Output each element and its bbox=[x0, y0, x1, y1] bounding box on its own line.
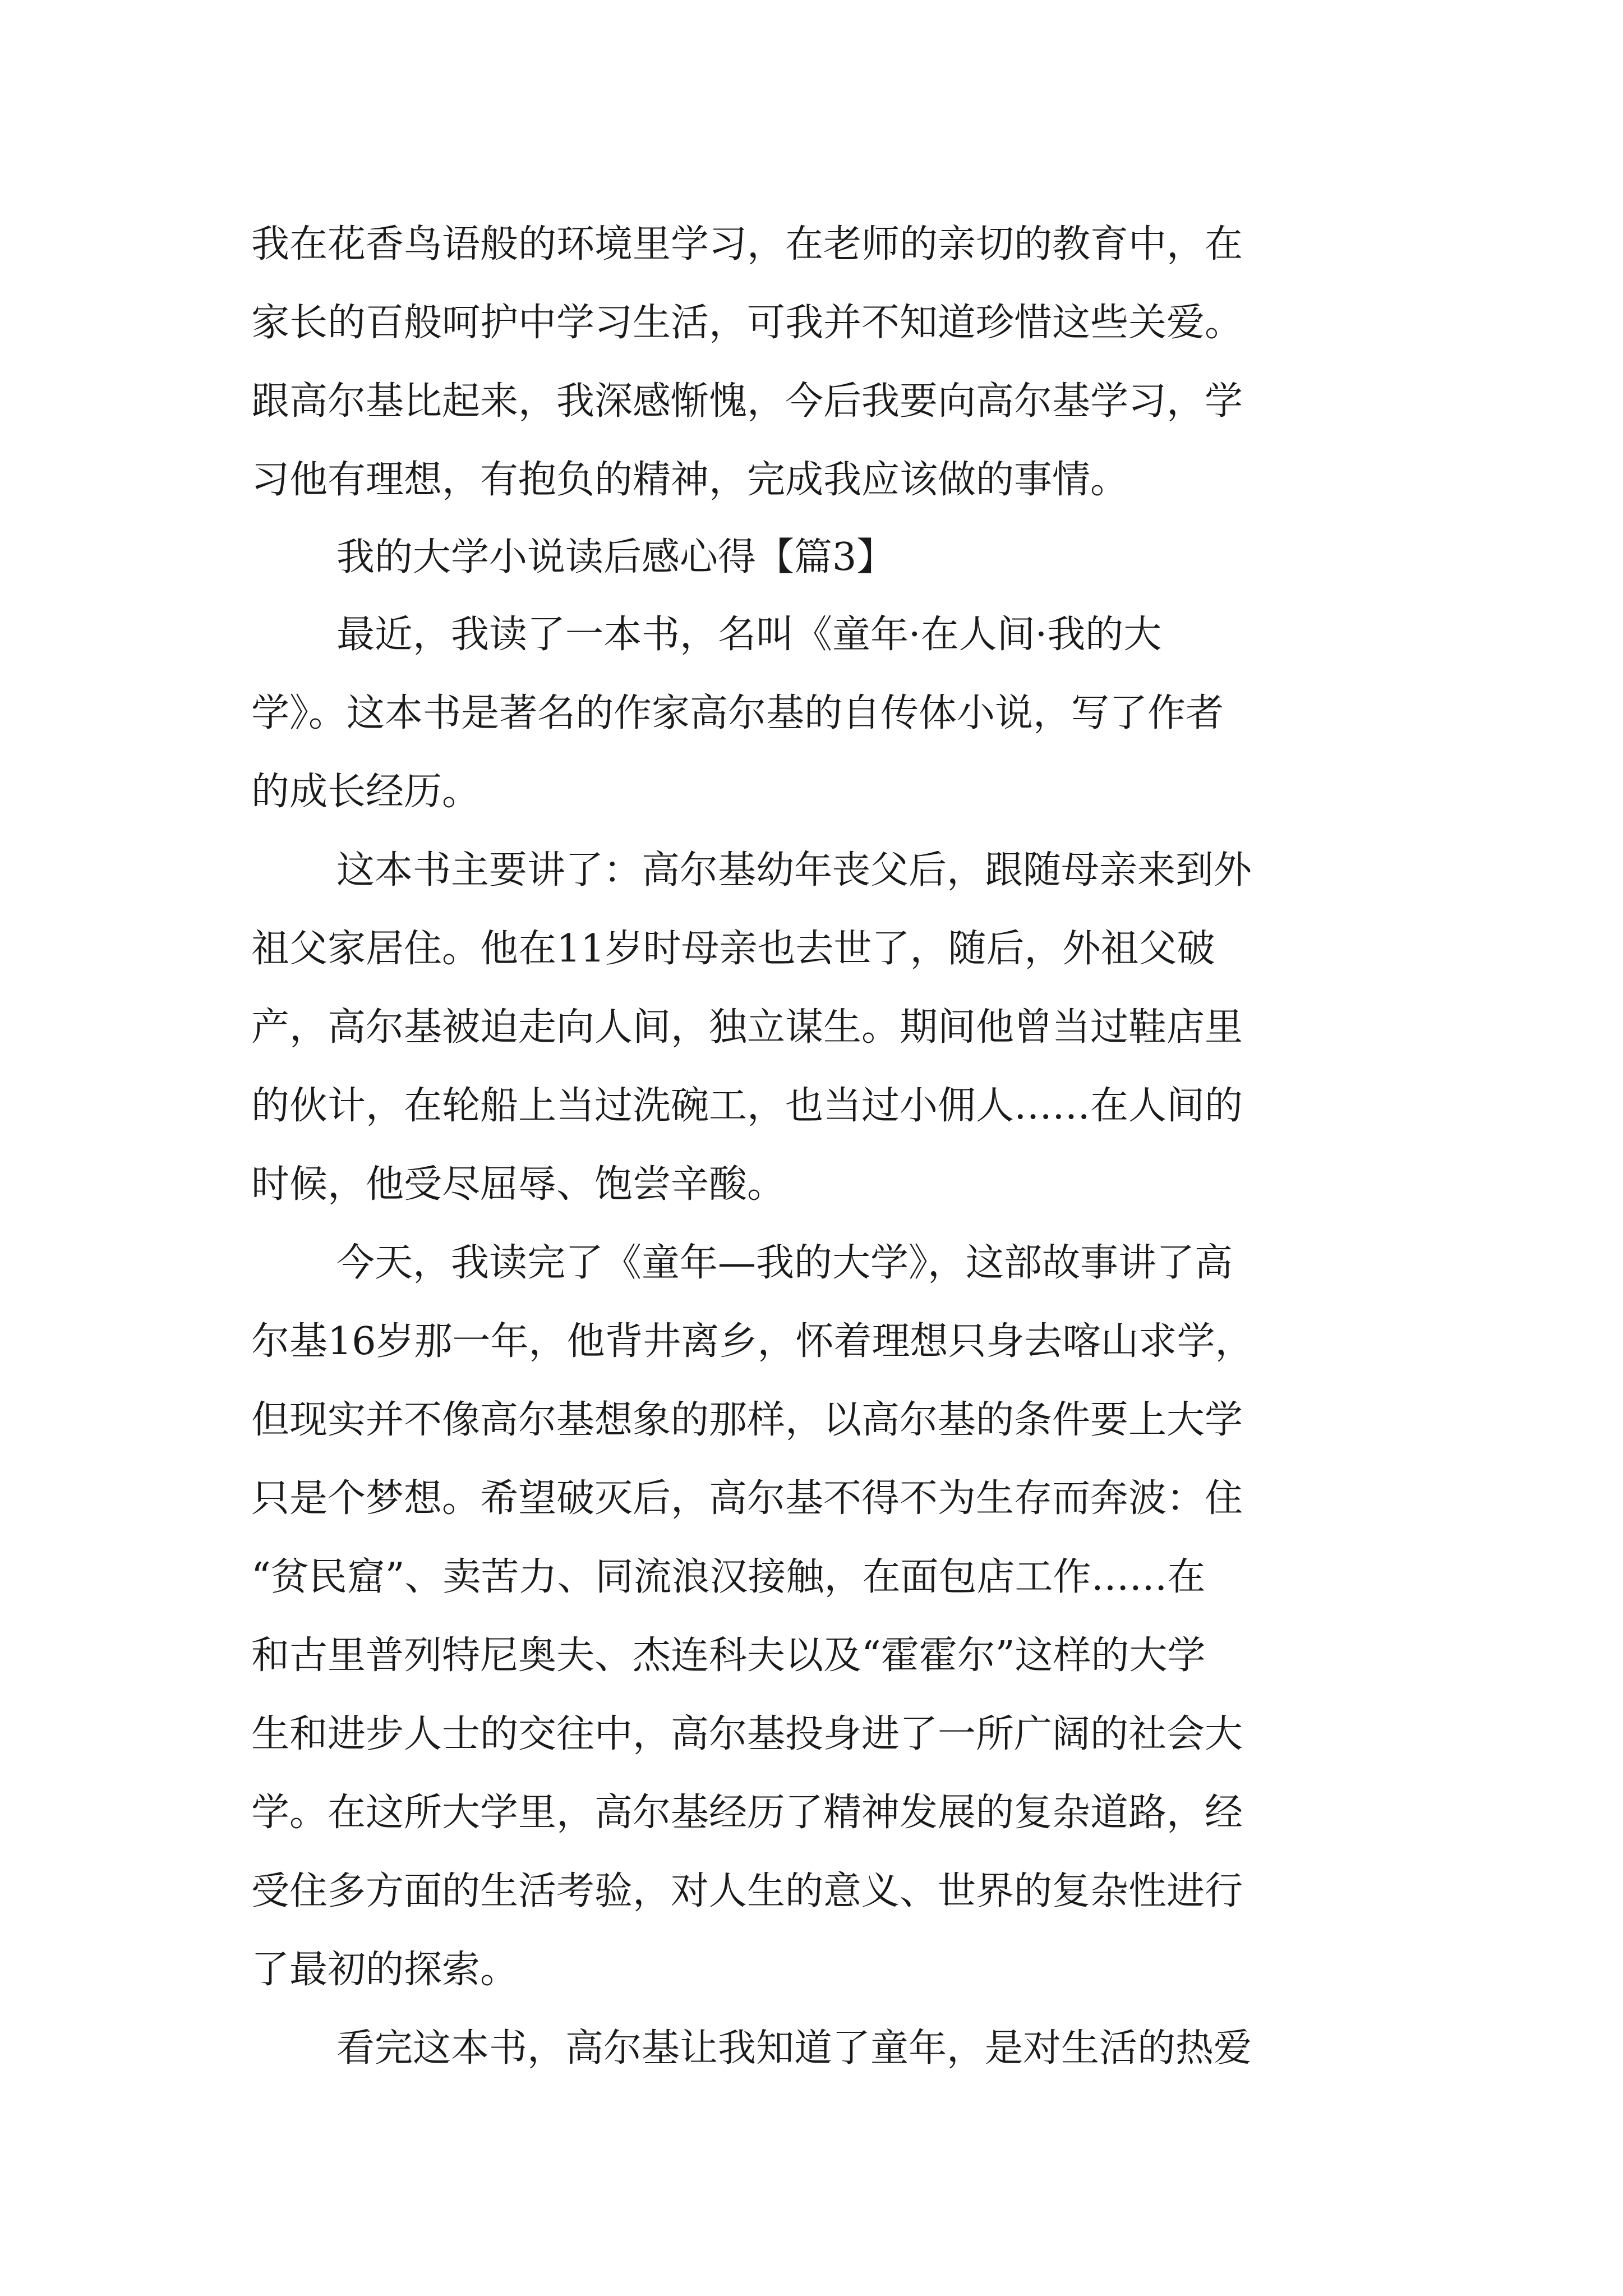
text-line-12: 的伙计，在轮船上当过洗碗工，也当过小佣人……在人间的 bbox=[251, 1084, 1243, 1128]
text-line-19: 和古里普列特尼奥夫、杰连科夫以及“霍霍尔”这样的大学 bbox=[251, 1634, 1206, 1678]
text-line-2: 家长的百般呵护中学习生活，可我并不知道珍惜这些关爱。 bbox=[251, 301, 1243, 345]
text-line-16: 但现实并不像高尔基想象的那样，以高尔基的条件要上大学 bbox=[251, 1398, 1243, 1442]
text-line-21: 学。在这所大学里，高尔基经历了精神发展的复杂道路，经 bbox=[251, 1791, 1243, 1835]
text-line-22: 受住多方面的生活考验，对人生的意义、世界的复杂性进行 bbox=[251, 1869, 1243, 1913]
text-line-10: 祖父家居住。他在11岁时母亲也去世了，随后，外祖父破 bbox=[251, 927, 1215, 971]
text-line-9: 这本书主要讲了：高尔基幼年丧父后，跟随母亲来到外 bbox=[336, 848, 1252, 892]
text-line-3: 跟高尔基比起来，我深感惭愧，今后我要向高尔基学习，学 bbox=[251, 379, 1243, 424]
text-line-18: “贫民窟”、卖苦力、同流浪汉接触，在面包店工作……在 bbox=[251, 1555, 1206, 1599]
text-line-8: 的成长经历。 bbox=[251, 770, 481, 814]
text-line-11: 产，高尔基被迫走向人间，独立谋生。期间他曾当过鞋店里 bbox=[251, 1005, 1243, 1050]
text-line-17: 只是个梦想。希望破灭后，高尔基不得不为生存而奔波：住 bbox=[251, 1476, 1243, 1521]
text-line-24: 看完这本书，高尔基让我知道了童年，是对生活的热爱 bbox=[336, 2026, 1252, 2070]
section-heading: 我的大学小说读后感心得【篇3】 bbox=[336, 535, 895, 579]
text-line-20: 生和进步人士的交往中，高尔基投身进了一所广阔的社会大 bbox=[251, 1712, 1243, 1756]
text-line-1: 我在花香鸟语般的环境里学习，在老师的亲切的教育中，在 bbox=[251, 222, 1243, 266]
text-line-13: 时候，他受尽屈辱、饱尝辛酸。 bbox=[251, 1162, 786, 1207]
text-line-6: 最近，我读了一本书，名叫《童年·在人间·我的大 bbox=[336, 613, 1162, 657]
text-line-15: 尔基16岁那一年，他背井离乡，怀着理想只身去喀山求学， bbox=[251, 1319, 1253, 1364]
text-line-23: 了最初的探索。 bbox=[251, 1948, 519, 1992]
text-line-7: 学》。这本书是著名的作家高尔基的自传体小说，写了作者 bbox=[251, 691, 1224, 735]
text-line-14: 今天，我读完了《童年—我的大学》，这部故事讲了高 bbox=[336, 1241, 1233, 1285]
text-line-4: 习他有理想，有抱负的精神，完成我应该做的事情。 bbox=[251, 458, 1129, 502]
